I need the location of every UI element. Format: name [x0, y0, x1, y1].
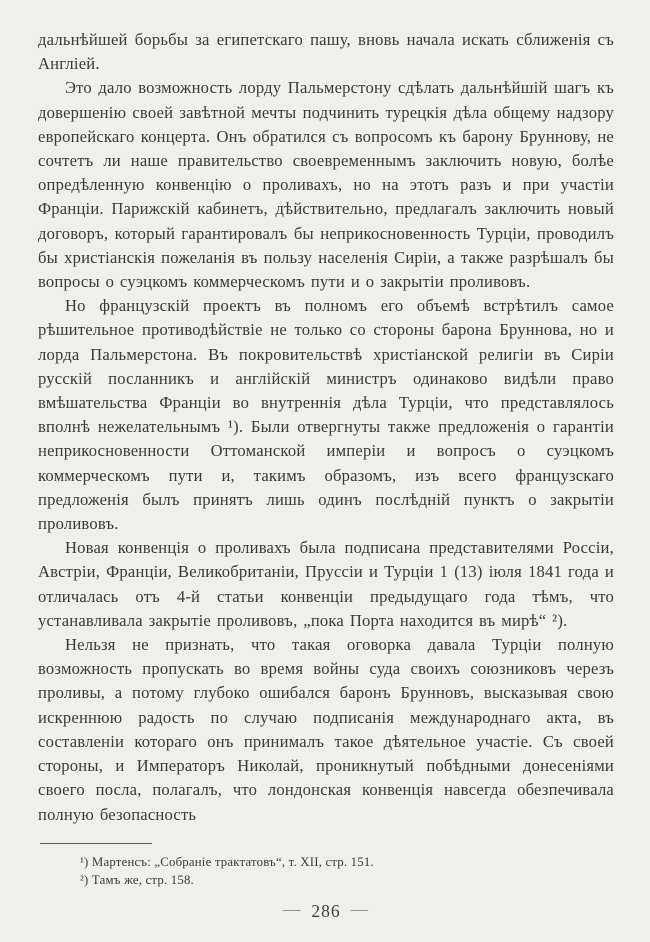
- footnote: ²) Тамъ же, стр. 158.: [80, 872, 194, 887]
- footnote-rule: [40, 843, 152, 845]
- page-number-dash-right: —: [350, 899, 370, 920]
- page-number: 286: [311, 901, 341, 922]
- body-paragraph: Новая конвенція о проливахъ была подписана представителями Россіи, Австріи, Франціи, Великобританіи, Пруссіи и Турціи 1 (13) іюля 1841 года и отличалась отъ 4-й статьи конвенціи предыдущаго года тѣмъ, что устанавливала закрытіе проливовъ, „пока Порта находится въ мирѣ“ ²).: [38, 538, 614, 630]
- body-text: [38, 28, 614, 827]
- body-paragraph: Это дало возможность лорду Пальмерстону сдѣлать дальнѣйшій шагъ къ довершенію своей завѣтной мечты подчинить турецкія дѣла общему надзору европейскаго концерта. Онъ обратился съ вопросомъ къ барону Бруннову, не сочтетъ ли наше правительство своевременнымъ заключить новую, болѣе опредѣленную конвенцію о проливахъ, но на этотъ разъ и при участіи Франціи. Парижскій кабинетъ, дѣйствительно, предлагалъ заключить новый договоръ, который гарантировалъ бы неприкосновенность Турціи, проводилъ бы христіанскія пожеланія въ пользу населенія Сиріи, а также разрѣшалъ бы вопросы о суэцкомъ коммерческомъ пути и о закрытіи проливовъ.: [38, 78, 614, 292]
- body-paragraph: Нельзя не признать, что такая оговорка давала Турціи полную возможность пропускать во время войны суда своихъ союзниковъ черезъ проливы, а потому глубоко ошибался баронъ Брунновъ, высказывая свою искреннюю радость по случаю подписанія международнаго акта, въ составленіи котораго онъ принималъ такое дѣятельное участіе. Съ своей стороны, и Императоръ Николай, проникнутый побѣдными донесеніями своего посла, полагалъ, что лондонская конвенція навсегда обезпечивала полную безопасность: [38, 635, 614, 824]
- body-paragraph: Но французскій проектъ въ полномъ его объемѣ встрѣтилъ самое рѣшительное противодѣйствіе не только со стороны барона Бруннова, но и лорда Пальмерстона. Въ покровительствѣ христіанской религіи въ Сиріи русскій посланникъ и англійскій министръ одинаково видѣли право вмѣшательства Франціи во внутреннія дѣла Турціи, что представлялось вполнѣ нежелательнымъ ¹). Были отвергнуты также предложенія о гарантіи неприкосновенности Оттоманской имперіи и вопросъ о суэцкомъ коммерческомъ пути и, такимъ образомъ, изъ всего французскаго предложенія былъ принятъ лишь одинъ послѣдній пунктъ о закрытіи проливовъ.: [38, 296, 614, 534]
- body-paragraph: дальнѣйшей борьбы за египетскаго пашу, вновь начала искать сближенія съ Англіей.: [38, 30, 614, 74]
- page-number-dash-left: —: [282, 899, 302, 920]
- footnote: ¹) Мартенсъ: „Собраніе трактатовъ“, т. XII, стр. 151.: [80, 855, 374, 870]
- footnote-block: [38, 843, 614, 890]
- page-number-row: [38, 901, 614, 922]
